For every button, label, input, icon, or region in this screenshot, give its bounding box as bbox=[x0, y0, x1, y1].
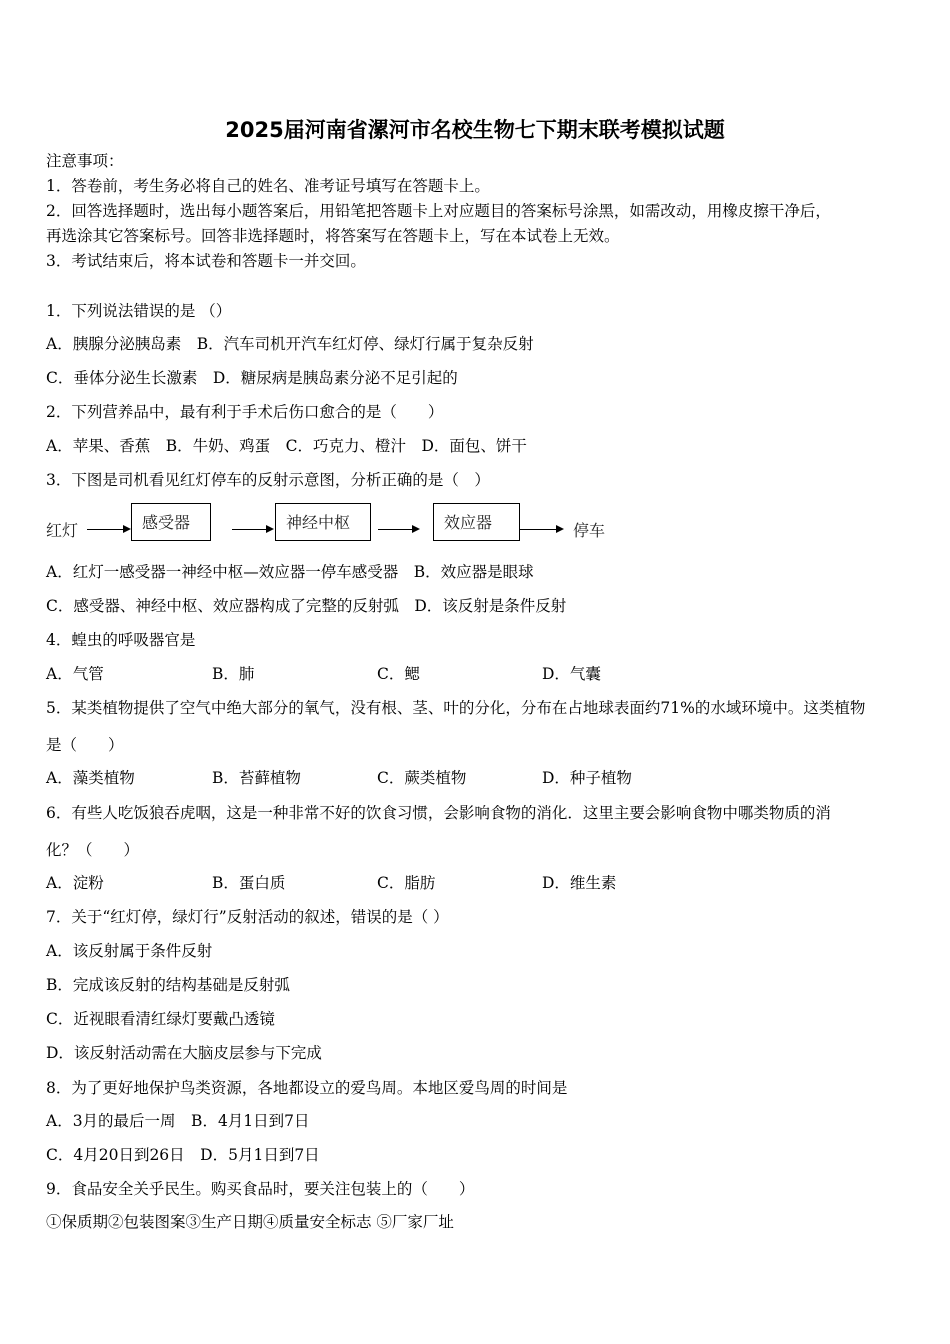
option-c: C．脂肪 bbox=[377, 874, 436, 892]
question-2-options: A．苹果、香蕉 B．牛奶、鸡蛋 C．巧克力、橙汁 D．面包、饼干 bbox=[46, 437, 527, 455]
option-a: A．藻类植物 bbox=[46, 769, 135, 787]
question-2-stem: 2．下列营养品中，最有利于手术后伤口愈合的是（ ） bbox=[46, 403, 444, 421]
arrow-icon bbox=[232, 529, 272, 530]
question-6-stem: 6．有些人吃饭狼吞虎咽，这是一种非常不好的饮食习惯，会影响食物的消化．这里主要会影响食物中哪类物质的消 bbox=[46, 804, 831, 822]
diagram-start: 红灯 bbox=[46, 521, 79, 540]
question-6-stem-cont: 化？（ ） bbox=[46, 841, 140, 859]
option-d: D．种子植物 bbox=[542, 769, 632, 787]
option-c: C．近视眼看清红绿灯要戴凸透镜 bbox=[46, 1010, 275, 1028]
question-1-options: C．垂体分泌生长激素 D．糖尿病是胰岛素分泌不足引起的 bbox=[46, 369, 458, 387]
note-item: 1．答卷前，考生务必将自己的姓名、准考证号填写在答题卡上。 bbox=[46, 177, 490, 195]
note-item: 2．回答选择题时，选出每小题答案后，用铅笔把答题卡上对应题目的答案标号涂黑，如需改动，用橡皮擦干净后， bbox=[46, 202, 831, 220]
question-7-stem: 7．关于“红灯停，绿灯行”反射活动的叙述，错误的是（ ） bbox=[46, 908, 449, 926]
option-c: C．蕨类植物 bbox=[377, 769, 467, 787]
diagram-end: 停车 bbox=[573, 521, 606, 540]
arrow-icon bbox=[378, 529, 418, 530]
question-5-stem: 5．某类植物提供了空气中绝大部分的氧气，没有根、茎、叶的分化，分布在占地球表面约71%的水域环境中。这类植物 bbox=[46, 699, 866, 717]
question-1-stem: 1．下列说法错误的是 （） bbox=[46, 302, 232, 320]
option-a: A．淀粉 bbox=[46, 874, 104, 892]
diagram-box-effector: 效应器 bbox=[433, 503, 520, 541]
note-item: 3．考试结束后，将本试卷和答题卡一并交回。 bbox=[46, 252, 366, 270]
option-a: A．该反射属于条件反射 bbox=[46, 942, 213, 960]
option-d: D．气囊 bbox=[542, 665, 601, 683]
note-item: 再选涂其它答案标号。回答非选择题时，将答案写在答题卡上，写在本试卷上无效。 bbox=[46, 227, 620, 245]
option-b: B．蛋白质 bbox=[212, 874, 286, 892]
option-c: C．鳃 bbox=[377, 665, 420, 683]
question-9-stem: 9．食品安全关乎民生。购买食品时，要关注包装上的（ ） bbox=[46, 1180, 475, 1198]
diagram-box-receptor: 感受器 bbox=[131, 503, 211, 541]
option-b: B．完成该反射的结构基础是反射弧 bbox=[46, 976, 290, 994]
option-d: D．该反射活动需在大脑皮层参与下完成 bbox=[46, 1044, 322, 1062]
question-3-stem: 3．下图是司机看见红灯停车的反射示意图，分析正确的是（ ） bbox=[46, 471, 490, 489]
option-b: B．苔藓植物 bbox=[212, 769, 301, 787]
question-8-options: A．3月的最后一周 B．4月1日到7日 bbox=[46, 1112, 310, 1130]
arrow-icon bbox=[87, 529, 129, 530]
question-8-stem: 8．为了更好地保护鸟类资源，各地都设立的爱鸟周。本地区爱鸟周的时间是 bbox=[46, 1079, 568, 1097]
arrow-icon bbox=[520, 529, 562, 530]
question-3-options: A．红灯一感受器一神经中枢—效应器一停车感受器 B．效应器是眼球 bbox=[46, 563, 534, 581]
question-1-options: A．胰腺分泌胰岛素 B．汽车司机开汽车红灯停、绿灯行属于复杂反射 bbox=[46, 335, 534, 353]
question-9-items: ①保质期②包装图案③生产日期④质量安全标志 ⑤厂家厂址 bbox=[46, 1213, 454, 1231]
question-8-options: C．4月20日到26日 D．5月1日到7日 bbox=[46, 1146, 320, 1164]
question-5-stem-cont: 是（ ） bbox=[46, 736, 124, 754]
option-a: A．气管 bbox=[46, 665, 104, 683]
page-title: 2025届河南省漯河市名校生物七下期末联考模拟试题 bbox=[225, 118, 725, 142]
option-d: D．维生素 bbox=[542, 874, 617, 892]
option-b: B．肺 bbox=[212, 665, 255, 683]
notes-heading: 注意事项： bbox=[46, 152, 124, 170]
question-4-stem: 4．蝗虫的呼吸器官是 bbox=[46, 631, 196, 649]
diagram-box-center: 神经中枢 bbox=[275, 503, 371, 541]
question-3-options: C．感受器、神经中枢、效应器构成了完整的反射弧 D．该反射是条件反射 bbox=[46, 597, 567, 615]
